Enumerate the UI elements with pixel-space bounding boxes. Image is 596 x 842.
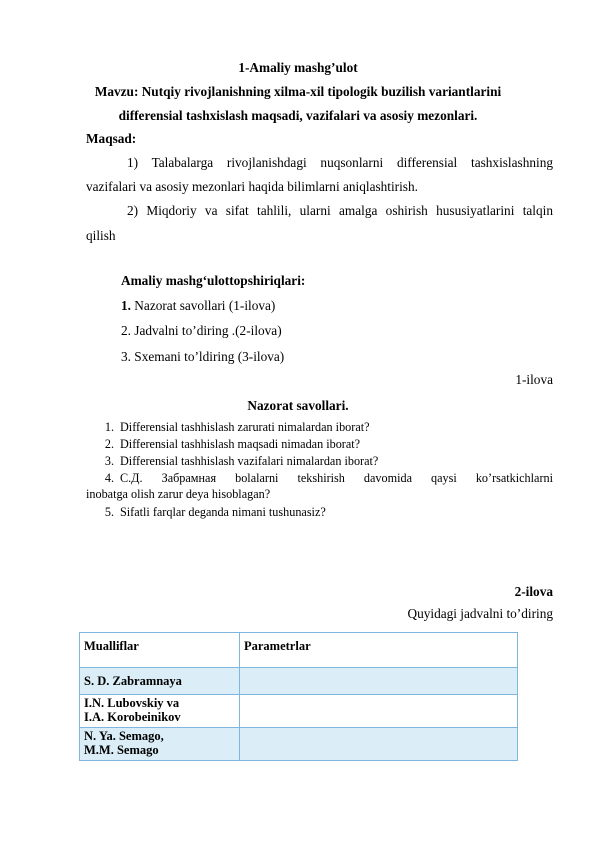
topic-line-2: differensial tashxislash maqsadi, vazifalari va asosiy mezonlari. [118, 108, 478, 123]
goal-item-1-line-1: 1) Talabalarga rivojlanishdagi nuqsonlarni differensial tashxislashning [127, 155, 553, 170]
parameters-cell[interactable] [240, 668, 518, 695]
parameters-cell[interactable] [240, 695, 518, 728]
header-authors: Mualliflar [80, 633, 240, 668]
table-header-row [80, 633, 518, 668]
task-item-1 [121, 298, 275, 314]
topic-line-1: Mavzu: Nutqiy rivojlanishning xilma-xil tipologik buzilish variantlarini [94, 84, 502, 99]
document-page: 1-Amaliy mashg’ulot Mavzu: Nutqiy rivojlanishning xilma-xil tipologik buzilish variantlarini differensial tashxislash maqsadi, vazifalari va asosiy mezonlari. Maqsad: 1) Talabalarga rivojlanishdagi nuqsonlarni differensial tashxislashning vazifalari va asosiy mezonlari haqida bilimlarni aniqlashtirish. 2) Miqdoriy va sifat tahlili, ularni amalga oshirish hususiyatlarini talqin qilish Amaliy mashg‘ulottopshiriqlari: 1. Nazorat savollari (1-ilova) 2. Jadvalni to’diring .(2-ilova) 3. Sxemani to’ldiring (3-ilova) 1-ilova Nazorat savollari. 1. Differensial tashhislash zarurati nimalardan iborat? 2. Differensial tashhislash maqsadi nimadan iborat? 3. Differensial tashhislash vazifalari nimalardan iborat? 4. С.Д. Забрамная bolalarni tekshirish davomida qaysi ko’rsatkichlarni inobatga olish zarur deya hisoblagan? 5. Sifatli farqlar deganda nimani tushunasiz? 2-ilova Quyidagi jadvalni to’diring Mualliflar Parametrlar S. D. Zabramnaya I.N. Lubovskiy va I.A. Korobeinikov N. Ya. Semago, M.M. Semago [0, 0, 596, 842]
table-row [80, 695, 518, 728]
table-row [80, 728, 518, 761]
header-parameters: Parametrlar [240, 633, 518, 668]
exercise-title: 1-Amaliy mashg’ulot [238, 60, 358, 75]
author-cell: I.N. Lubovskiy va I.A. Korobeinikov [80, 695, 240, 728]
table-row [80, 668, 518, 695]
author-cell: N. Ya. Semago, M.M. Semago [80, 728, 240, 761]
goal-item-2-line-1: 2) Miqdoriy va sifat tahlili, ularni amalga oshirish hususiyatlarini talqin [127, 203, 553, 218]
goal-item-2-line-2: qilish [86, 228, 116, 243]
authors-parameters-table [79, 632, 518, 761]
appendix-2-label: 2-ilova [514, 584, 553, 599]
task-item-1-text: Nazorat savollari (1-ilova) [130, 298, 276, 313]
goal-item-1-line-2: vazifalari va asosiy mezonlari haqida bilimlarni aniqlashtirish. [86, 179, 418, 194]
tasks-title: Amaliy mashg‘ulottopshiriqlari: [121, 273, 306, 288]
list-item: 4. С.Д. Забрамная bolalarni tekshirish davomida qaysi ko’rsatkichlarni inobatga olish zarur deya hisoblagan? [86, 471, 553, 501]
control-questions-title: Nazorat savollari. [247, 398, 349, 413]
parameters-cell[interactable] [240, 728, 518, 761]
table-instruction: Quyidagi jadvalni to’diring [407, 606, 553, 621]
author-cell: S. D. Zabramnaya [80, 668, 240, 695]
task-item-2: 2. Jadvalni to’diring .(2-ilova) [121, 323, 282, 338]
goal-label: Maqsad: [86, 131, 137, 146]
task-item-3: 3. Sxemani to’ldiring (3-ilova) [121, 349, 285, 364]
task-item-1-number: 1. [121, 298, 131, 313]
appendix-1-label: 1-ilova [515, 372, 553, 387]
